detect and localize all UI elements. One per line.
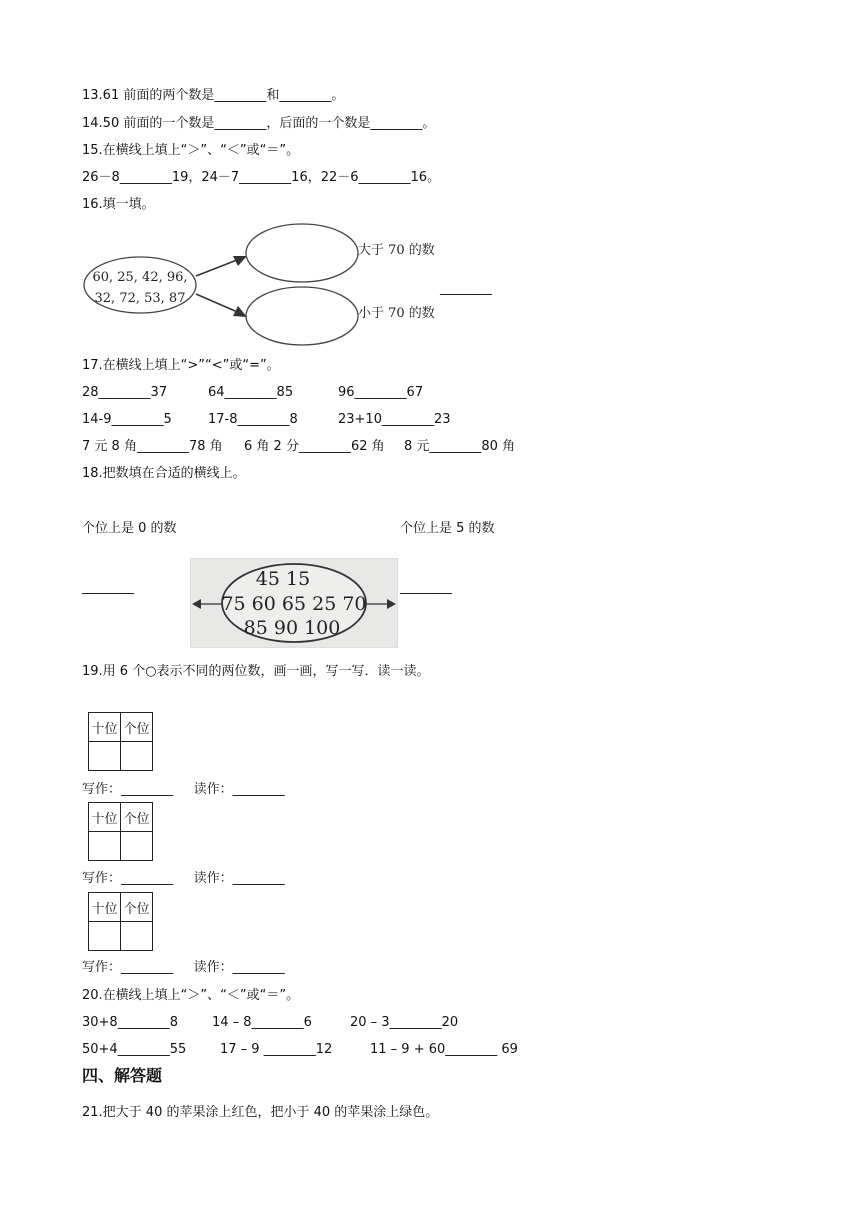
q20-item: 30+8________8: [82, 1015, 178, 1030]
q17-item: 7 元 8 角________78 角: [82, 439, 223, 454]
q18-right-blank[interactable]: ________: [400, 580, 452, 595]
q18-numbers-line2: 75 60 65 25 70: [221, 593, 367, 615]
q20-item: 17 – 9 ________12: [220, 1042, 333, 1057]
q18-right-label: 个位上是 5 的数: [400, 521, 495, 536]
question-15-title: 15.在横线上填上“＞”、“＜”或“＝”。: [82, 143, 300, 158]
q16-answer-blank[interactable]: ________: [440, 281, 492, 296]
place-value-table: [88, 892, 153, 951]
ones-header: 个位: [121, 803, 153, 832]
question-14: 14.50 前面的一个数是________，后面的一个数是________。: [82, 116, 436, 131]
tens-cell[interactable]: [89, 922, 121, 951]
q16-label-less-than-70: 小于 70 的数: [358, 306, 435, 321]
q16-source-numbers-line2: 32, 72, 53, 87: [94, 291, 186, 306]
q18-numbers-line3: 85 90 100: [243, 617, 341, 639]
q18-number-oval-image: [190, 558, 398, 648]
question-15-row: 26－8________19，24－7________16，22－6________16。: [82, 170, 441, 185]
q16-source-numbers-line1: 60, 25, 42, 96,: [92, 270, 188, 285]
tens-cell[interactable]: [89, 742, 121, 771]
place-value-table: [88, 712, 153, 771]
question-17-title: 17.在横线上填上“>”“<”或“=”。: [82, 358, 280, 373]
q20-item: 50+4________55: [82, 1042, 187, 1057]
question-21: 21.把大于 40 的苹果涂上红色，把小于 40 的苹果涂上绿色。: [82, 1105, 439, 1120]
ones-cell[interactable]: [121, 832, 153, 861]
question-16-title: 16.填一填。: [82, 197, 155, 212]
q18-numbers-line1: 45 15: [255, 568, 311, 590]
question-13: 13.61 前面的两个数是________和________。: [82, 88, 345, 103]
q16-label-greater-than-70: 大于 70 的数: [358, 243, 435, 258]
q18-left-blank[interactable]: ________: [82, 580, 134, 595]
question-20-title: 20.在横线上填上“＞”、“＜”或“＝”。: [82, 988, 300, 1003]
q17-item: 6 角 2 分________62 角: [244, 439, 385, 454]
place-value-table: [88, 802, 153, 861]
q20-item: 11 – 9 + 60________ 69: [370, 1042, 518, 1057]
q18-left-label: 个位上是 0 的数: [82, 521, 177, 536]
question-19-title: 19.用 6 个○表示不同的两位数，画一画，写一写．读一读。: [82, 664, 430, 679]
write-read-line: 写作：________ 读作：________: [82, 782, 285, 797]
ones-cell[interactable]: [121, 742, 153, 771]
tens-header: 十位: [89, 893, 121, 922]
tens-header: 十位: [89, 713, 121, 742]
q17-item: 64________85: [208, 385, 294, 400]
q17-item: 96________67: [338, 385, 424, 400]
write-read-line: 写作：________ 读作：________: [82, 960, 285, 975]
question-18-title: 18.把数填在合适的横线上。: [82, 466, 246, 481]
ones-cell[interactable]: [121, 922, 153, 951]
q17-item: 23+10________23: [338, 412, 451, 427]
q17-item: 28________37: [82, 385, 168, 400]
q20-item: 14 – 8________6: [212, 1015, 312, 1030]
q17-item: 17-8________8: [208, 412, 298, 427]
ones-header: 个位: [121, 893, 153, 922]
section-heading: 四、解答题: [82, 1066, 163, 1085]
q20-item: 20 – 3________20: [350, 1015, 459, 1030]
ones-header: 个位: [121, 713, 153, 742]
tens-header: 十位: [89, 803, 121, 832]
write-read-line: 写作：________ 读作：________: [82, 871, 285, 886]
q16-sorting-diagram: [82, 218, 462, 353]
q17-item: 8 元________80 角: [404, 439, 516, 454]
q17-item: 14-9________5: [82, 412, 172, 427]
tens-cell[interactable]: [89, 832, 121, 861]
